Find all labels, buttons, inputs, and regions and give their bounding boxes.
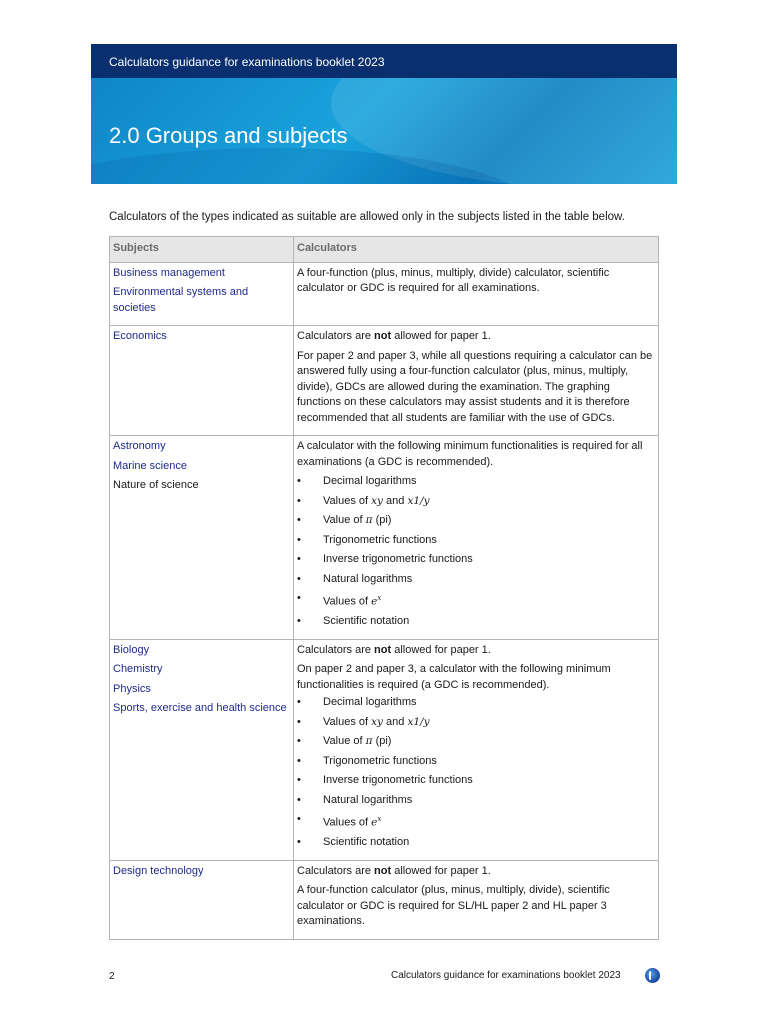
subjects-table <box>109 236 659 940</box>
table-row <box>110 860 659 939</box>
page-number: 2 <box>109 971 115 982</box>
calculator-rule: A four-function (plus, minus, multiply, divide) calculator, scientific calculator or GDC is required for all examinations. <box>297 266 610 294</box>
list-item: • Natural logarithms <box>297 572 654 588</box>
list-item: • Value of π (pi) <box>297 734 654 750</box>
functionality-list <box>297 695 654 851</box>
list-item: • Decimal logarithms <box>297 695 654 711</box>
header-bar <box>91 44 677 78</box>
page-title: 2.0 Groups and subjects <box>109 123 348 148</box>
subject-text: Nature of science <box>113 479 199 491</box>
subject-link[interactable]: Physics <box>113 682 151 695</box>
list-item: • Decimal logarithms <box>297 474 654 490</box>
calculator-rule: On paper 2 and paper 3, a calculator with the following minimum functionalities is required (a GDC is recommended). <box>297 663 611 691</box>
subject-link[interactable]: Chemistry <box>113 663 163 676</box>
calculator-rule: For paper 2 and paper 3, while all questions requiring a calculator can be answered fully using a four-function calculator (plus, minus, multiply, divide), GDCs are allowed during the examination. The graphing functions on these calculators may assist students and it is therefore recommended that all students are familiar with the use of GDCs. <box>297 349 653 424</box>
calculator-rule: A calculator with the following minimum functionalities is required for all examinations (a GDC is recommended). <box>297 440 643 468</box>
calculators-column-header: Calculators <box>294 237 659 263</box>
emphasis-not: not <box>374 330 392 342</box>
list-item: • Trigonometric functions <box>297 754 654 770</box>
subjects-column-header: Subjects <box>110 237 294 263</box>
title-band <box>91 78 677 184</box>
calculators-cell <box>294 436 659 640</box>
subjects-cell <box>110 262 294 326</box>
subject-link[interactable]: Sports, exercise and health science <box>113 702 287 715</box>
subject-link[interactable]: Business management <box>113 266 225 279</box>
calculators-cell <box>294 860 659 939</box>
subject-link[interactable]: Biology <box>113 643 150 656</box>
functionality-list <box>297 474 654 630</box>
table-row <box>110 262 659 326</box>
list-item: • Scientific notation <box>297 835 654 851</box>
list-item: • Inverse trigonometric functions <box>297 552 654 568</box>
table-header-row <box>110 237 659 263</box>
calculator-rule: A four-function calculator (plus, minus, multiply, divide), scientific calculator or GDC is required for SL/HL paper 2 and HL paper 3 examinations. <box>297 884 610 928</box>
subjects-cell <box>110 326 294 436</box>
list-item: • Values of xy and x1/y <box>297 715 654 731</box>
subject-link[interactable]: Astronomy <box>113 440 166 452</box>
list-item: • Values of $e^x$ <box>297 812 654 831</box>
calculators-cell <box>294 262 659 326</box>
calculators-cell <box>294 326 659 436</box>
table-row <box>110 639 659 860</box>
booklet-title: Calculators guidance for examinations booklet 2023 <box>109 55 385 69</box>
table-row <box>110 326 659 436</box>
list-item: • Trigonometric functions <box>297 533 654 549</box>
subject-link[interactable]: Environmental systems and societies <box>113 286 249 314</box>
subject-link[interactable]: Economics <box>113 330 167 342</box>
intro-text: Calculators of the types indicated as suitable are allowed only in the subjects listed in the table below. <box>109 211 625 223</box>
subjects-cell <box>110 860 294 939</box>
calculators-cell <box>294 639 659 860</box>
subjects-cell <box>110 436 294 640</box>
subject-link[interactable]: Marine science <box>113 459 187 472</box>
list-item: • Natural logarithms <box>297 793 654 809</box>
calculator-rule: Calculators are not allowed for paper 1. <box>297 330 491 342</box>
list-item: • Value of π (pi) <box>297 513 654 529</box>
subject-link[interactable]: Design technology <box>113 864 204 877</box>
ib-globe-logo-icon <box>645 968 660 983</box>
calculator-rule: Calculators are not allowed for paper 1. <box>297 643 491 656</box>
footer-booklet-title: Calculators guidance for examinations booklet 2023 <box>391 970 621 981</box>
emphasis-not: not <box>374 643 392 656</box>
emphasis-not: not <box>374 864 392 877</box>
subjects-cell <box>110 639 294 860</box>
list-item: • Inverse trigonometric functions <box>297 773 654 789</box>
list-item: • Values of $e^x$ <box>297 591 654 610</box>
table-row <box>110 436 659 640</box>
list-item: • Values of xy and x1/y <box>297 494 654 510</box>
list-item: • Scientific notation <box>297 614 654 630</box>
calculator-rule: Calculators are not allowed for paper 1. <box>297 864 491 877</box>
